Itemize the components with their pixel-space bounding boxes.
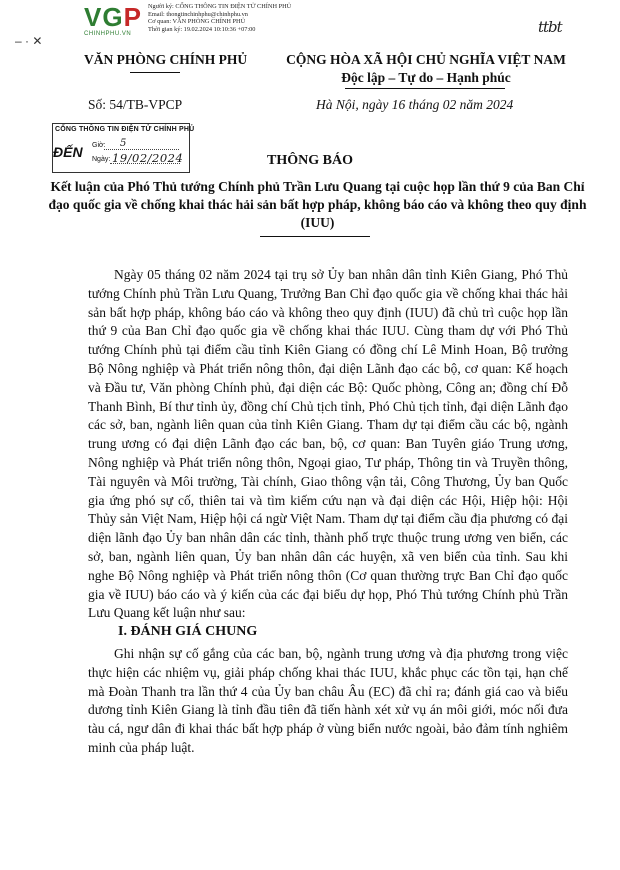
signature-org: Cơ quan: VĂN PHÒNG CHÍNH PHỦ xyxy=(148,18,246,26)
stamp-ngay-value: 19/02/2024 xyxy=(112,151,184,165)
document-subtitle: Kết luận của Phó Thủ tướng Chính phủ Trần Lưu Quang tại cuộc họp lần thứ 9 của Ban Chỉ đạo quốc gia về chống khai thác hải sản bất hợp pháp, không báo cáo và không theo quy định (IUU) xyxy=(48,179,587,230)
nation-name: CỘNG HÒA XÃ HỘI CHỦ NGHĨA VIỆT NAM xyxy=(286,52,566,67)
document-title: THÔNG BÁO xyxy=(267,153,353,168)
place-and-date: Hà Nội, ngày 16 tháng 02 năm 2024 xyxy=(316,97,514,112)
stamp-title: CỔNG THÔNG TIN ĐIỆN TỬ CHÍNH PHỦ xyxy=(55,126,195,133)
paragraph-assessment: Ghi nhận sự cố gắng của các ban, bộ, ngành trung ương và địa phương trong việc thực hiện các nhiệm vụ, giải pháp chống khai thác IUU, khắc phục các tồn tại, hạn chế mà Đoàn Thanh tra lần thứ 4 của Ủy ban châu Âu (EC) đã chỉ ra; đánh giá cao và biểu dương tỉnh Kiên Giang là tỉnh đầu tiên đã tiến hành xét xử vụ án môi giới, móc nối đưa tàu cá, ngư dân đi khai thác bất hợp pháp ở vùng biển nước ngoài, bảo đảm tính nghiêm minh của pháp luật. xyxy=(88,646,568,755)
handwritten-initials: ttbt xyxy=(538,18,562,36)
paragraph-intro: Ngày 05 tháng 02 năm 2024 tại trụ sở Ủy ban nhân dân tỉnh Kiên Giang, Phó Thủ tướng Chính phủ Trần Lưu Quang, Trưởng Ban Chỉ đạo quốc gia về chống khai thác hải sản bất hợp pháp, không báo cáo và không theo quy định (IUU) đã chủ trì cuộc họp lần thứ 9 của Ban Chỉ đạo quốc gia về chống khai thác IUU. Cùng tham dự với Phó Thủ tướng Chính phủ tại điểm cầu tỉnh Kiên Giang có đồng chí Lê Minh Hoan, Bộ trưởng Bộ Nông nghiệp và Phát triển nông thôn, đại diện Lãnh đạo các bộ, cơ quan: Kế hoạch và Đầu tư, Văn phòng Chính phủ, đại diện các Bộ: Quốc phòng, Công an; đồng chí Đỗ Thanh Bình, Bí thư tỉnh ủy, đồng chí Chủ tịch tỉnh, Phó Chủ tịch tỉnh, đại diện Lãnh đạo các sở, ban, ngành liên quan của tỉnh Kiên Giang. Tham dự tại điểm cầu các bộ, ngành trung ương có đại diện Lãnh đạo các ban, bộ, cơ quan: Ban Tuyên giáo Trung ương, Nông nghiệp và Phát triển nông thôn, Ngoại giao, Tư pháp, Thông tin và Truyền thông, Tài nguyên và Môi trường, Tài chính, Giao thông vận tải, Công Thương, Ủy ban Quốc gia ứng phó sự cố, thiên tai và tìm kiếm cứu nạn và đại diện các Hội, Hiệp hội: Hội Thủy sản Việt Nam, Hiệp hội cá ngừ Việt Nam. Tham dự tại điểm cầu địa phương có đại diện lãnh đạo Ủy ban nhân dân các tỉnh, thành phố trực thuộc trung ương ven biển, các sở, ban, ngành liên quan, Ủy ban nhân dân các huyện, xã ven biển của tỉnh. Sau khi nghe Bộ Nông nghiệp và Phát triển nông thôn (Cơ quan thường trực Ban Chỉ đạo quốc gia về IUU) báo cáo và ý kiến của các đại biểu dự họp, Phó Thủ tướng Chính phủ Trần Lưu Quang kết luận như sau: xyxy=(88,267,568,621)
section-heading: I. ĐÁNH GIÁ CHUNG xyxy=(118,624,258,639)
signature-time: Thời gian ký: 19.02.2024 10:10:36 +07:00 xyxy=(148,25,256,33)
vgp-logo xyxy=(84,4,142,30)
stamp-ngay-label: Ngày: xyxy=(92,156,111,163)
signature-signer: Người ký: CỔNG THÔNG TIN ĐIỆN TỬ CHÍNH PHỦ xyxy=(148,3,292,10)
stamp-gio-label: Giờ: xyxy=(92,142,106,149)
subtitle-underline xyxy=(260,236,370,237)
document-number: Số: 54/TB-VPCP xyxy=(88,97,183,112)
logo-letter-v: V xyxy=(84,2,103,32)
agency-underline xyxy=(130,72,180,73)
logo-subtitle: CHINHPHU.VN xyxy=(84,31,132,37)
digital-signature xyxy=(148,3,291,33)
logo-letter-g: G xyxy=(102,2,124,32)
stamp-gio-line xyxy=(104,149,179,150)
issuing-agency: VĂN PHÒNG CHÍNH PHỦ xyxy=(84,52,248,67)
national-motto: Độc lập – Tự do – Hạnh phúc xyxy=(341,70,511,85)
corner-scan-mark: – · ✕ xyxy=(15,34,43,48)
motto-underline xyxy=(345,88,505,89)
signature-email: Email: thongtinchinhphu@chinhphu.vn xyxy=(148,10,248,18)
stamp-gio-value: 5 xyxy=(120,138,127,149)
logo-letter-p: P xyxy=(123,2,142,32)
stamp-den-label: ĐẾN xyxy=(53,144,83,160)
